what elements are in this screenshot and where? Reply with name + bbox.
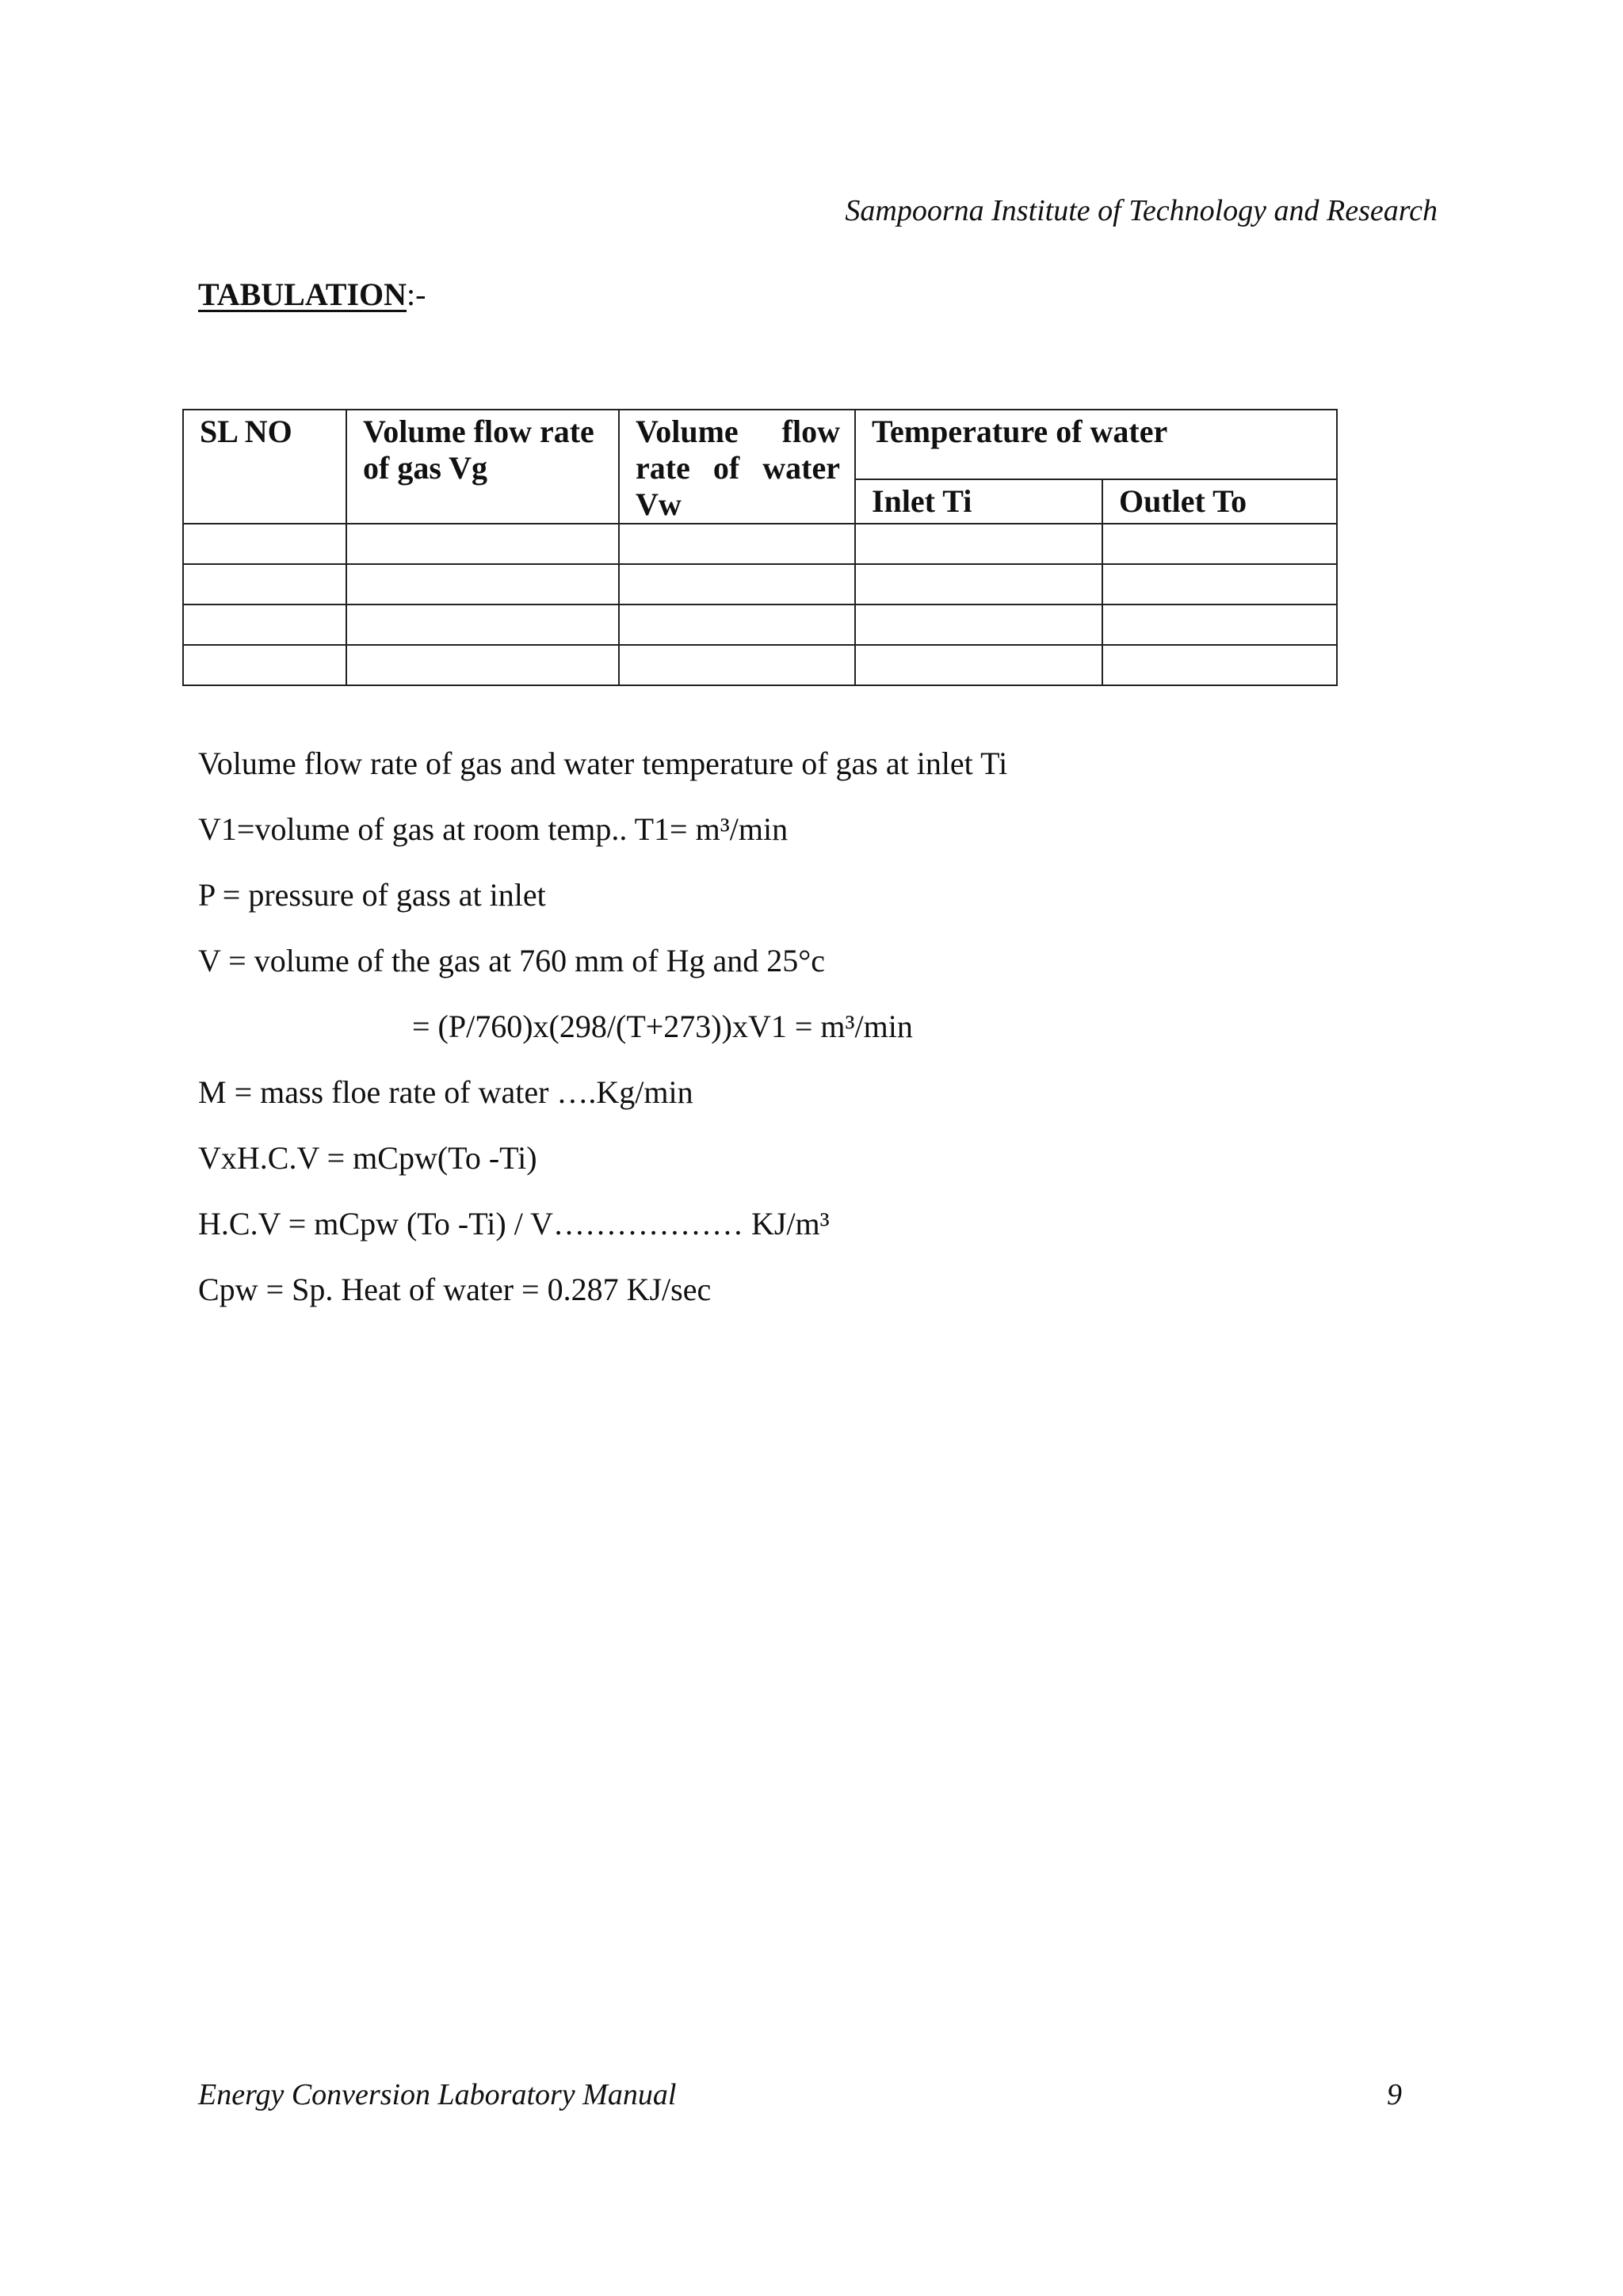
- table-cell: [183, 564, 346, 605]
- table-cell: [1102, 645, 1337, 685]
- text-line-hcv-equation: VxH.C.V = mCpw(To -Ti): [198, 1140, 537, 1176]
- table-cell: [183, 524, 346, 564]
- table-row: [183, 564, 1337, 605]
- table-cell: [855, 645, 1102, 685]
- header-sl-no: SL NO: [183, 410, 346, 524]
- table-cell: [346, 645, 619, 685]
- section-title-text: TABULATION: [198, 277, 407, 312]
- text-line-volume: V = volume of the gas at 760 mm of Hg and 25°c: [198, 943, 826, 978]
- table-row: [183, 645, 1337, 685]
- section-title-suffix: :-: [407, 277, 426, 312]
- table-cell: [183, 645, 346, 685]
- tabulation-table: [182, 409, 1338, 686]
- table-cell: [183, 605, 346, 645]
- table-cell: [619, 645, 855, 685]
- text-line-hcv: H.C.V = mCpw (To -Ti) / V……………… KJ/m³: [198, 1206, 830, 1241]
- table-cell: [346, 605, 619, 645]
- table-row: [183, 524, 1337, 564]
- table-cell: [619, 605, 855, 645]
- text-line-mass-flow: M = mass floe rate of water ….Kg/min: [198, 1074, 693, 1110]
- table-cell: [855, 524, 1102, 564]
- footer-page-number: 9: [1387, 2078, 1402, 2111]
- header-inlet: Inlet Ti: [855, 479, 1102, 524]
- table-cell: [1102, 524, 1337, 564]
- institute-header: Sampoorna Institute of Technology and Research: [845, 194, 1438, 227]
- table-cell: [1102, 605, 1337, 645]
- footer-manual-title: Energy Conversion Laboratory Manual: [198, 2078, 677, 2111]
- table-cell: [346, 524, 619, 564]
- text-line-pressure: P = pressure of gass at inlet: [198, 877, 546, 913]
- text-line-v1: V1=volume of gas at room temp.. T1= m³/min: [198, 811, 789, 847]
- header-outlet: Outlet To: [1102, 479, 1337, 524]
- header-volume-water: Volume flow rate of water Vw: [619, 410, 855, 524]
- text-line-cpw: Cpw = Sp. Heat of water = 0.287 KJ/sec: [198, 1272, 712, 1307]
- header-volume-gas: Volume flow rate of gas Vg: [346, 410, 619, 524]
- table-row: [183, 605, 1337, 645]
- text-line-flow-rate: Volume flow rate of gas and water temperature of gas at inlet Ti: [198, 746, 1008, 781]
- header-temperature: Temperature of water: [855, 410, 1337, 479]
- table-cell: [619, 524, 855, 564]
- table-cell: [346, 564, 619, 605]
- table-cell: [855, 605, 1102, 645]
- table-cell: [855, 564, 1102, 605]
- table-cell: [619, 564, 855, 605]
- table-cell: [1102, 564, 1337, 605]
- text-line-volume-formula: = (P/760)x(298/(T+273))xV1 = m³/min: [412, 1009, 913, 1044]
- section-title: [198, 276, 426, 313]
